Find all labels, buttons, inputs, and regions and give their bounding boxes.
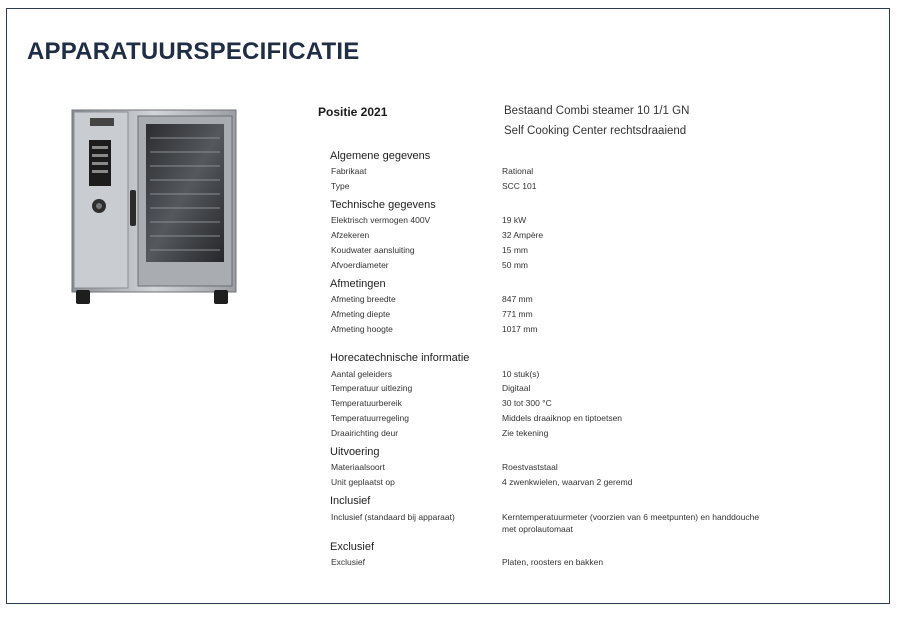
spec-label: Inclusief (standaard bij apparaat)	[331, 512, 455, 522]
spec-value: Zie tekening	[502, 428, 549, 438]
spec-value: 1017 mm	[502, 324, 538, 334]
section-heading-exclusief: Exclusief	[330, 541, 375, 553]
spec-label: Unit geplaatst op	[331, 477, 395, 487]
spec-label: Aantal geleiders	[331, 369, 392, 379]
section-heading-uitvoering: Uitvoering	[330, 446, 380, 458]
page-title: APPARATUURSPECIFICATIE	[27, 38, 360, 65]
spec-value: 10 stuk(s)	[502, 369, 540, 379]
spec-label: Temperatuurregeling	[331, 413, 409, 423]
spec-value: Kerntemperatuurmeter (voorzien van 6 meetpunten) en handdouche met oprolautomaat	[502, 512, 760, 534]
spec-value: 50 mm	[502, 260, 528, 270]
spec-value: 30 tot 300 °C	[502, 398, 552, 408]
spec-value: Platen, roosters en bakken	[502, 557, 604, 567]
spec-value: Rational	[502, 166, 534, 176]
spec-label: Draairichting deur	[331, 428, 399, 438]
section-heading-horecatechnische-informatie: Horecatechnische informatie	[330, 352, 470, 364]
position-description-line-1: Bestaand Combi steamer 10 1/1 GN	[504, 105, 690, 117]
spec-value: 15 mm	[502, 245, 528, 255]
spec-label: Afvoerdiameter	[331, 260, 389, 270]
spec-label: Afmeting diepte	[331, 309, 391, 319]
spec-label: Temperatuur uitlezing	[331, 383, 413, 393]
section-heading-afmetingen: Afmetingen	[330, 278, 386, 290]
section-heading-algemene-gegevens: Algemene gegevens	[330, 150, 431, 162]
spec-value: 847 mm	[502, 294, 533, 304]
position-description-line-2: Self Cooking Center rechtsdraaiend	[504, 125, 687, 137]
spec-label: Elektrisch vermogen 400V	[331, 215, 431, 225]
spec-value: 771 mm	[502, 309, 533, 319]
combi-steamer-oven-icon	[68, 104, 240, 310]
spec-label: Koudwater aansluiting	[331, 245, 415, 255]
section-heading-inclusief: Inclusief	[330, 495, 371, 507]
spec-label: Temperatuurbereik	[331, 398, 402, 408]
position-label: Positie 2021	[318, 105, 388, 119]
spec-value: 32 Ampère	[502, 230, 544, 240]
spec-label: Type	[331, 181, 350, 191]
spec-value: Middels draaiknop en tiptoetsen	[502, 413, 623, 423]
spec-label: Fabrikaat	[331, 166, 367, 176]
spec-value: Roestvaststaal	[502, 462, 558, 472]
spec-label: Exclusief	[331, 557, 366, 567]
spec-value: SCC 101	[502, 181, 537, 191]
spec-value: 19 kW	[502, 215, 527, 225]
spec-label: Afmeting breedte	[331, 294, 396, 304]
spec-label: Afzekeren	[331, 230, 370, 240]
spec-label: Afmeting hoogte	[331, 324, 393, 334]
spec-value: 4 zwenkwielen, waarvan 2 geremd	[502, 477, 633, 487]
section-heading-technische-gegevens: Technische gegevens	[330, 199, 436, 211]
spec-value: Digitaal	[502, 383, 531, 393]
spec-label: Materiaalsoort	[331, 462, 385, 472]
